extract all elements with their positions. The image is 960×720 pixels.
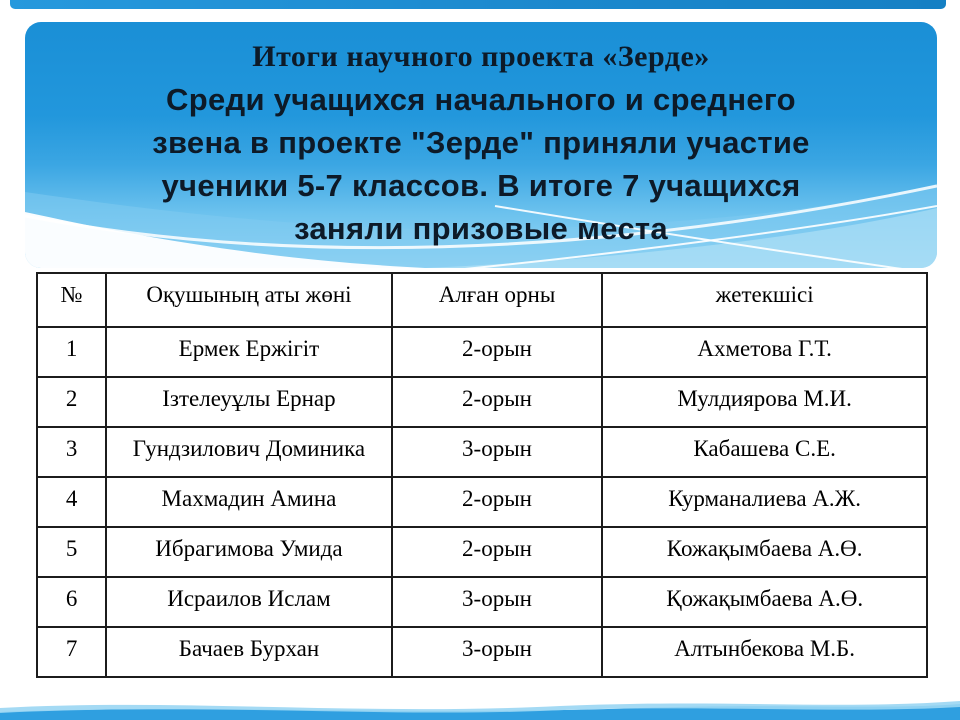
row-number-cell: 7 [37,627,106,677]
student-name-cell: Гундзилович Доминика [106,427,392,477]
table-row [37,377,927,427]
supervisor-cell: Кожақымбаева А.Ө. [602,527,927,577]
slide-subtitle-line-3: ученики 5-7 классов. В итоге 7 учащихся [161,168,801,203]
slide-title-block [25,22,937,250]
row-number-cell: 1 [37,327,106,377]
slide-title: Итоги научного проекта «Зерде» [252,40,710,73]
row-number-cell: 4 [37,477,106,527]
slide-subtitle-line-1: Среди учащихся начального и среднего [166,82,796,117]
place-cell: 3-орын [392,427,603,477]
supervisor-cell: Мулдиярова М.И. [602,377,927,427]
column-header-supervisor: жетекшісі [602,273,927,327]
table-row [37,427,927,477]
place-cell: 2-орын [392,327,603,377]
row-number-cell: 6 [37,577,106,627]
table-row [37,577,927,627]
student-name-cell: Бачаев Бурхан [106,627,392,677]
title-banner [25,22,937,268]
column-header-student: Оқушының аты жөні [106,273,392,327]
supervisor-cell: Қожақымбаева А.Ө. [602,577,927,627]
place-cell: 3-орын [392,627,603,677]
row-number-cell: 5 [37,527,106,577]
slide-subtitle-line-2: звена в проекте "Зерде" приняли участие [152,125,810,160]
row-number-cell: 2 [37,377,106,427]
place-cell: 3-орын [392,577,603,627]
table-header-row [37,273,927,327]
column-header-number: № [37,273,106,327]
student-name-cell: Ізтелеуұлы Ернар [106,377,392,427]
table-row [37,327,927,377]
place-cell: 2-орын [392,477,603,527]
table-row [37,527,927,577]
row-number-cell: 3 [37,427,106,477]
student-name-cell: Ермек Ержігіт [106,327,392,377]
supervisor-cell: Ахметова Г.Т. [602,327,927,377]
table-row [37,477,927,527]
column-header-place: Алған орны [392,273,603,327]
supervisor-cell: Кабашева С.Е. [602,427,927,477]
student-name-cell: Махмадин Амина [106,477,392,527]
results-table [36,272,928,678]
supervisor-cell: Алтынбекова М.Б. [602,627,927,677]
student-name-cell: Ибрагимова Умида [106,527,392,577]
top-wave-bar [10,0,946,9]
student-name-cell: Исраилов Ислам [106,577,392,627]
supervisor-cell: Курманалиева А.Ж. [602,477,927,527]
place-cell: 2-орын [392,377,603,427]
bottom-wave-decoration [0,696,960,720]
place-cell: 2-орын [392,527,603,577]
slide-subtitle-line-4: заняли призовые места [294,211,668,246]
table-row [37,627,927,677]
